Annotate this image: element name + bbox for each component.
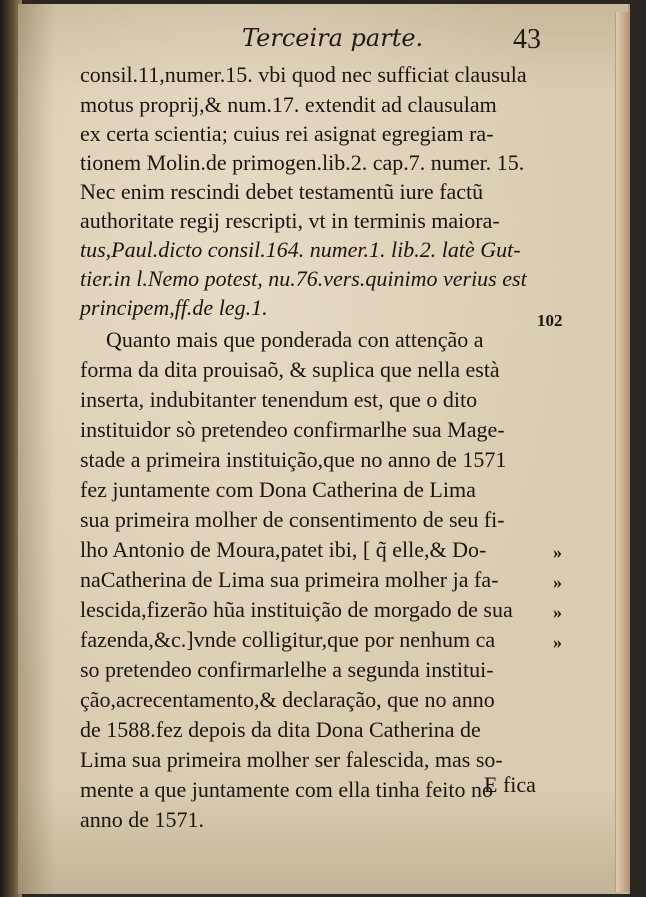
text-line: fez juntamente com Dona Catherina de Lima [80,477,476,502]
text-line: fazenda,&c.]vnde colligitur,que por nenhum ca [80,627,496,652]
quotation-mark: » [553,542,562,562]
text-line: mente a que juntamente com ella tinha feito no [80,777,493,802]
text-line: sua primeira molher de consentimento de seu fi- [80,507,505,532]
text-line: Quanto mais que ponderada con attenção a [106,327,484,352]
text-line: tionem Molin.de primogen.lib.2. cap.7. numer. 15. [80,150,525,175]
text-line: anno de 1571. [80,807,205,832]
text-line: tier.in l.Nemo potest, nu.76.vers.quinimo verius est [80,266,527,291]
catchword: E fica [484,772,536,797]
text-line: so pretendeo confirmarlelhe a segunda institui- [80,657,494,682]
text-line: forma da dita prouisaõ, & suplica que nella està [80,357,500,382]
text-line: motus proprij,& num.17. extendit ad clausulam [80,92,497,117]
text-line: de 1588.fez depois da dita Dona Catherina de [80,717,481,742]
book-page [18,4,630,894]
text-line: lho Antonio de Moura,patet ibi, [ q̃ elle,& Do- [80,537,487,562]
text-line: inserta, indubitanter tenendum est, que o dito [80,387,478,412]
running-head: Terceira parte. [242,24,424,52]
text-line: Lima sua primeira molher ser falescida, mas so- [80,747,503,772]
text-line: consil.11,numer.15. vbi quod nec sufficiat clausula [80,62,527,87]
marginal-number: 102 [537,311,563,330]
text-line: stade a primeira instituição,que no anno de 1571 [80,447,507,472]
text-line: ção,acrecentamento,& declaração, que no anno [80,687,495,712]
quotation-mark: » [553,632,562,652]
text-line: authoritate regij rescripti, vt in terminis maiora- [80,208,500,233]
text-line: lescida,fizerão hũa instituição de morgado de sua [80,597,513,622]
text-line: Nec enim rescindi debet testamentũ iure factũ [80,179,484,204]
text-line: ex certa scientia; cuius rei asignat egregiam ra- [80,121,494,146]
quotation-mark: » [553,572,562,592]
text-line: instituidor sò pretendeo confirmarlhe sua Mage- [80,417,505,442]
page-edge [615,12,630,892]
page-number: 43 [513,24,541,55]
text-line: naCatherina de Lima sua primeira molher ja fa- [80,567,499,592]
quotation-mark: » [553,602,562,622]
text-line: principem,ff.de leg.1. [80,295,268,320]
text-line: tus,Paul.dicto consil.164. numer.1. lib.2. latè Gut- [80,237,521,262]
